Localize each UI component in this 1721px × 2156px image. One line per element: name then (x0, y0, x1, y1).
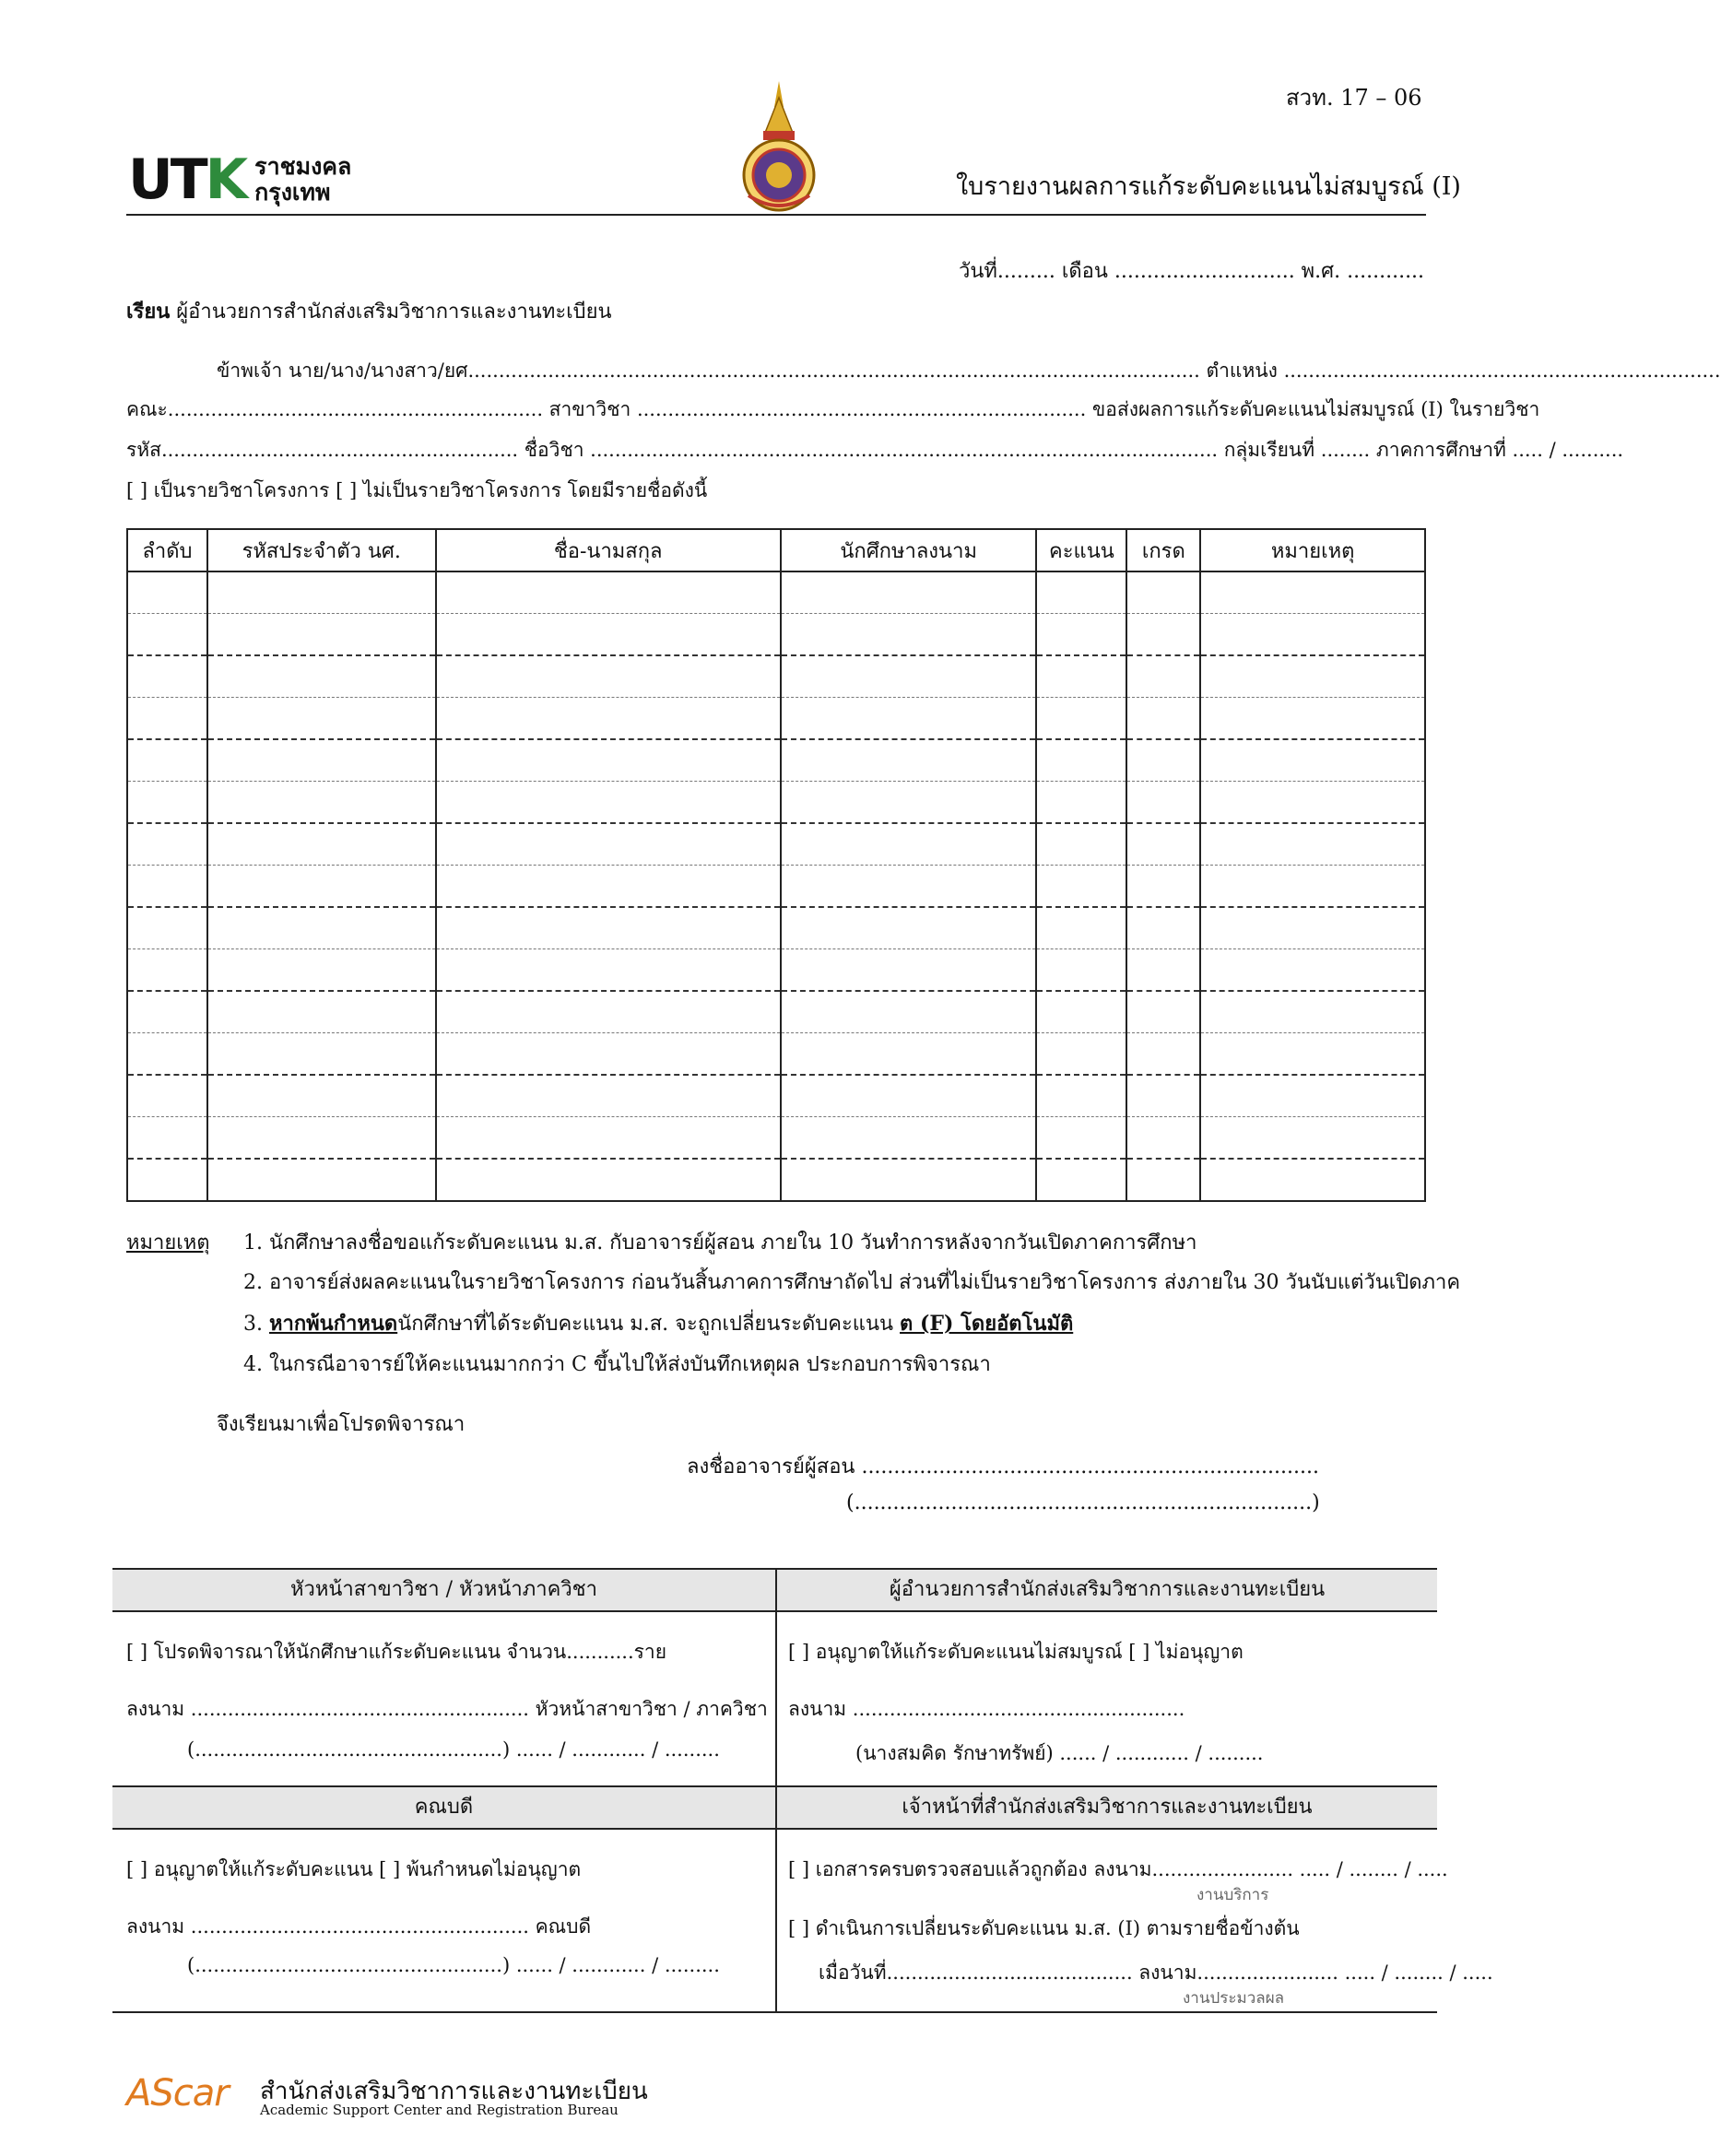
table-row[interactable] (127, 991, 1425, 1033)
table-cell[interactable] (127, 698, 207, 740)
table-cell[interactable] (781, 907, 1037, 949)
table-cell[interactable] (1036, 698, 1126, 740)
table-cell[interactable] (1126, 782, 1200, 824)
table-row[interactable] (127, 698, 1425, 740)
table-cell[interactable] (781, 866, 1037, 908)
table-cell[interactable] (1126, 739, 1200, 782)
table-cell[interactable] (436, 739, 781, 782)
col-header-remark: หมายเหตุ (1200, 529, 1425, 571)
table-cell[interactable] (781, 571, 1037, 614)
utk-logo-line1: ราชมงคล (254, 153, 352, 180)
table-cell[interactable] (1036, 739, 1126, 782)
date-line[interactable]: วันที่......... เดือน ............................ พ.ศ. ............ (959, 260, 1425, 283)
officer-processing-unit: งานประมวลผล (1183, 1989, 1285, 2008)
table-row[interactable] (127, 1075, 1425, 1117)
table-cell[interactable] (1200, 866, 1425, 908)
table-cell[interactable] (781, 1117, 1037, 1160)
utk-logo (128, 147, 351, 212)
col-header-grade: เกรด (1126, 529, 1200, 571)
table-cell[interactable] (781, 823, 1037, 866)
table-cell[interactable] (1036, 1075, 1126, 1117)
salutation-text: ผู้อำนวยการสำนักส่งเสริมวิชาการและงานทะเบียน (176, 300, 612, 324)
form-title: ใบรายงานผลการแก้ระดับคะแนนไม่สมบูรณ์ (I) (956, 172, 1461, 201)
dean-title: คณบดี (112, 1785, 775, 1830)
table-cell[interactable] (127, 823, 207, 866)
officer-title: เจ้าหน้าที่สำนักส่งเสริมวิชาการและงานทะเบียน (777, 1785, 1437, 1830)
table-cell[interactable] (436, 1033, 781, 1076)
col-header-name: ชื่อ-นามสกุล (436, 529, 781, 571)
table-cell[interactable] (436, 1075, 781, 1117)
table-cell[interactable] (127, 1033, 207, 1076)
table-cell[interactable] (127, 655, 207, 698)
table-cell[interactable] (1036, 614, 1126, 656)
table-row[interactable] (127, 782, 1425, 824)
table-cell[interactable] (1200, 698, 1425, 740)
table-row[interactable] (127, 866, 1425, 908)
table-cell[interactable] (781, 991, 1037, 1033)
dept-head-recommend[interactable]: [ ] โปรดพิจารณาให้นักศึกษาแก้ระดับคะแนน จำนวน...........ราย (126, 1641, 667, 1663)
table-cell[interactable] (1126, 614, 1200, 656)
table-cell[interactable] (127, 782, 207, 824)
table-cell[interactable] (1126, 991, 1200, 1033)
table-cell[interactable] (207, 1033, 436, 1076)
table-cell[interactable] (1200, 614, 1425, 656)
table-cell[interactable] (207, 698, 436, 740)
table-cell[interactable] (1036, 1033, 1126, 1076)
table-cell[interactable] (781, 782, 1037, 824)
table-row[interactable] (127, 571, 1425, 614)
note-item-3 (243, 1307, 1073, 1339)
table-cell[interactable] (207, 991, 436, 1033)
salutation (126, 295, 612, 327)
table-cell[interactable] (1036, 949, 1126, 992)
table-cell[interactable] (127, 614, 207, 656)
table-cell[interactable] (1126, 655, 1200, 698)
table-row[interactable] (127, 655, 1425, 698)
table-cell[interactable] (436, 782, 781, 824)
body-line-name-position[interactable]: ข้าพเจ้า นาย/นาง/นางสาว/ยศ....................................................................................................................... ตำแหน่ง ....................................................................... (217, 359, 1721, 382)
table-cell[interactable] (781, 614, 1037, 656)
table-cell[interactable] (127, 949, 207, 992)
teacher-name-line[interactable]: (.......................................................................) (846, 1491, 1320, 1514)
officer-change-grade[interactable]: [ ] ดำเนินการเปลี่ยนระดับคะแนน ม.ส. (I) ตามรายชื่อข้างต้น (788, 1917, 1300, 1939)
table-cell[interactable] (1036, 1159, 1126, 1201)
table-cell[interactable] (781, 698, 1037, 740)
table-cell[interactable] (781, 949, 1037, 992)
dept-head-signature[interactable]: ลงนาม ....................................................... หัวหน้าสาขาวิชา / ภาควิชา (126, 1698, 768, 1720)
table-cell[interactable] (207, 1117, 436, 1160)
dean-approve-options[interactable]: [ ] อนุญาตให้แก้ระดับคะแนน [ ] พ้นกำหนดไม่อนุญาต (126, 1858, 582, 1880)
table-cell[interactable] (207, 782, 436, 824)
table-cell[interactable] (1036, 991, 1126, 1033)
table-cell[interactable] (207, 1159, 436, 1201)
officer-document-check[interactable]: [ ] เอกสารครบตรวจสอบแล้วถูกต้อง ลงนาม....................... ..... / ........ / ..... (788, 1858, 1448, 1880)
table-cell[interactable] (1200, 1117, 1425, 1160)
university-emblem-icon (737, 79, 820, 216)
table-cell[interactable] (127, 571, 207, 614)
dept-head-title: หัวหน้าสาขาวิชา / หัวหน้าภาควิชา (112, 1568, 775, 1612)
footer-org-th: สำนักส่งเสริมวิชาการและงานทะเบียน (260, 2078, 648, 2105)
col-header-score: คะแนน (1036, 529, 1126, 571)
table-cell[interactable] (781, 1159, 1037, 1201)
table-cell[interactable] (1200, 571, 1425, 614)
table-cell[interactable] (781, 739, 1037, 782)
table-cell[interactable] (207, 907, 436, 949)
table-cell[interactable] (436, 571, 781, 614)
officer-change-date[interactable]: เมื่อวันที่........................................ ลงนาม....................... ..... / ........ / ..... (819, 1962, 1493, 1984)
table-cell[interactable] (207, 866, 436, 908)
director-approve-options[interactable]: [ ] อนุญาตให้แก้ระดับคะแนนไม่สมบูรณ์ [ ] ไม่อนุญาต (788, 1641, 1244, 1663)
utk-logo-line2: กรุงเทพ (254, 179, 331, 206)
table-cell[interactable] (436, 907, 781, 949)
body-line-course[interactable]: รหัส.......................................................... ชื่อวิชา ...................................................................................................... กลุ่มเรียนที่ ........ ภาคการศึกษาที่ ..... / .......... (126, 439, 1624, 461)
table-cell[interactable] (207, 1075, 436, 1117)
utk-logo-mark: UTK (128, 147, 246, 212)
notes-label: หมายเหตุ (126, 1231, 210, 1255)
director-signature[interactable]: ลงนาม ...................................................... (788, 1698, 1185, 1720)
table-cell[interactable] (1126, 866, 1200, 908)
table-cell[interactable] (436, 823, 781, 866)
table-cell[interactable] (207, 571, 436, 614)
officer-service-unit: งานบริการ (1196, 1886, 1269, 1904)
table-cell[interactable] (127, 739, 207, 782)
ascar-logo: AScar (126, 2072, 229, 2115)
table-cell[interactable] (207, 655, 436, 698)
table-cell[interactable] (207, 739, 436, 782)
table-cell[interactable] (207, 823, 436, 866)
table-cell[interactable] (1126, 907, 1200, 949)
footer-org-en: Academic Support Center and Registration Bureau (260, 2102, 619, 2118)
header-rule (126, 214, 1426, 216)
table-cell[interactable] (127, 1159, 207, 1201)
dept-head-name-date[interactable]: (..................................................) ...... / ............ / ......... (187, 1738, 720, 1761)
teacher-signature-line[interactable]: ลงชื่ออาจารย์ผู้สอน ....................................................................... (687, 1455, 1319, 1479)
note-item-3-bold: หากพ้นกำหนด (268, 1312, 398, 1336)
table-row[interactable] (127, 949, 1425, 992)
body-line-faculty-major[interactable]: คณะ............................................................. สาขาวิชา ......................................................................... ขอส่งผลการแก้ระดับคะแนนไม่สมบูรณ์ (I) ในรายวิชา (126, 398, 1540, 420)
table-cell[interactable] (127, 1117, 207, 1160)
note-item-1: 1. นักศึกษาลงชื่อขอแก้ระดับคะแนน ม.ส. กับอาจารย์ผู้สอน ภายใน 10 วันทำการหลังจากวันเปิดภาคการศึกษา (243, 1231, 1197, 1255)
table-row[interactable] (127, 907, 1425, 949)
table-cell[interactable] (1200, 1033, 1425, 1076)
table-cell[interactable] (1200, 907, 1425, 949)
table-row[interactable] (127, 1159, 1425, 1201)
table-cell[interactable] (436, 1159, 781, 1201)
table-cell[interactable] (1126, 1117, 1200, 1160)
salutation-label: เรียน (126, 300, 171, 324)
table-cell[interactable] (1200, 782, 1425, 824)
table-cell[interactable] (1036, 907, 1126, 949)
col-header-no: ลำดับ (127, 529, 207, 571)
note-item-3-mid: นักศึกษาที่ได้ระดับคะแนน ม.ส. จะถูกเปลี่ยนระดับคะแนน (397, 1313, 901, 1336)
table-cell[interactable] (1036, 1117, 1126, 1160)
table-cell[interactable] (1036, 655, 1126, 698)
table-cell[interactable] (207, 949, 436, 992)
table-row[interactable] (127, 1033, 1425, 1076)
table-row[interactable] (127, 739, 1425, 782)
table-cell[interactable] (1126, 1033, 1200, 1076)
table-cell[interactable] (1126, 698, 1200, 740)
table-cell[interactable] (207, 614, 436, 656)
dean-name-date[interactable]: (..................................................) ...... / ............ / ......... (187, 1954, 720, 1976)
col-header-signature: นักศึกษาลงนาม (781, 529, 1037, 571)
form-code: สวท. 17 – 06 (1286, 85, 1422, 111)
table-cell[interactable] (436, 866, 781, 908)
table-cell[interactable] (1200, 823, 1425, 866)
table-row[interactable] (127, 823, 1425, 866)
table-cell[interactable] (781, 1075, 1037, 1117)
table-cell[interactable] (436, 614, 781, 656)
table-cell[interactable] (781, 1033, 1037, 1076)
table-cell[interactable] (1036, 866, 1126, 908)
closing-text: จึงเรียนมาเพื่อโปรดพิจารณา (217, 1413, 466, 1436)
table-cell[interactable] (1126, 1075, 1200, 1117)
table-cell[interactable] (1200, 991, 1425, 1033)
table-cell[interactable] (1126, 823, 1200, 866)
table-cell[interactable] (1126, 949, 1200, 992)
table-header-row (127, 529, 1425, 571)
director-title: ผู้อำนวยการสำนักส่งเสริมวิชาการและงานทะเบียน (777, 1568, 1437, 1612)
table-row[interactable] (127, 614, 1425, 656)
table-cell[interactable] (1036, 823, 1126, 866)
table-cell[interactable] (1200, 949, 1425, 992)
note-item-2: 2. อาจารย์ส่งผลคะแนนในรายวิชาโครงการ ก่อนวันสิ้นภาคการศึกษาถัดไป ส่วนที่ไม่เป็นรายวิชาโครงการ ส่งภายใน 30 วันนับแต่วันเปิดภาค (243, 1271, 1461, 1294)
table-cell[interactable] (127, 991, 207, 1033)
body-line-course-type[interactable]: [ ] เป็นรายวิชาโครงการ [ ] ไม่เป็นรายวิชาโครงการ โดยมีรายชื่อดังนี้ (126, 479, 708, 501)
table-cell[interactable] (436, 655, 781, 698)
student-table (126, 528, 1426, 1202)
table-row[interactable] (127, 1117, 1425, 1160)
table-cell[interactable] (436, 949, 781, 992)
director-name-date[interactable]: (นางสมคิด รักษาทรัพย์) ...... / ............ / ......... (855, 1742, 1264, 1764)
table-cell[interactable] (127, 907, 207, 949)
note-item-4: 4. ในกรณีอาจารย์ให้คะแนนมากกว่า C ขึ้นไปให้ส่งบันทึกเหตุผล ประกอบการพิจารณา (243, 1353, 991, 1376)
table-cell[interactable] (1126, 571, 1200, 614)
table-cell[interactable] (1036, 571, 1126, 614)
table-cell[interactable] (1036, 782, 1126, 824)
table-cell[interactable] (436, 698, 781, 740)
approval-bottom-rule (112, 2011, 1437, 2013)
table-cell[interactable] (1200, 655, 1425, 698)
table-cell[interactable] (436, 991, 781, 1033)
table-cell[interactable] (1200, 1159, 1425, 1201)
table-cell[interactable] (781, 655, 1037, 698)
note-item-3-end: ต (F) โดยอัตโนมัติ (900, 1312, 1074, 1336)
table-cell[interactable] (1200, 1075, 1425, 1117)
table-cell[interactable] (1126, 1159, 1200, 1201)
dean-signature[interactable]: ลงนาม ....................................................... คณบดี (126, 1915, 592, 1938)
note-item-3-num: 3. (243, 1313, 269, 1336)
table-cell[interactable] (1200, 739, 1425, 782)
table-cell[interactable] (127, 1075, 207, 1117)
table-cell[interactable] (127, 866, 207, 908)
table-cell[interactable] (436, 1117, 781, 1160)
col-header-student-id: รหัสประจำตัว นศ. (207, 529, 436, 571)
